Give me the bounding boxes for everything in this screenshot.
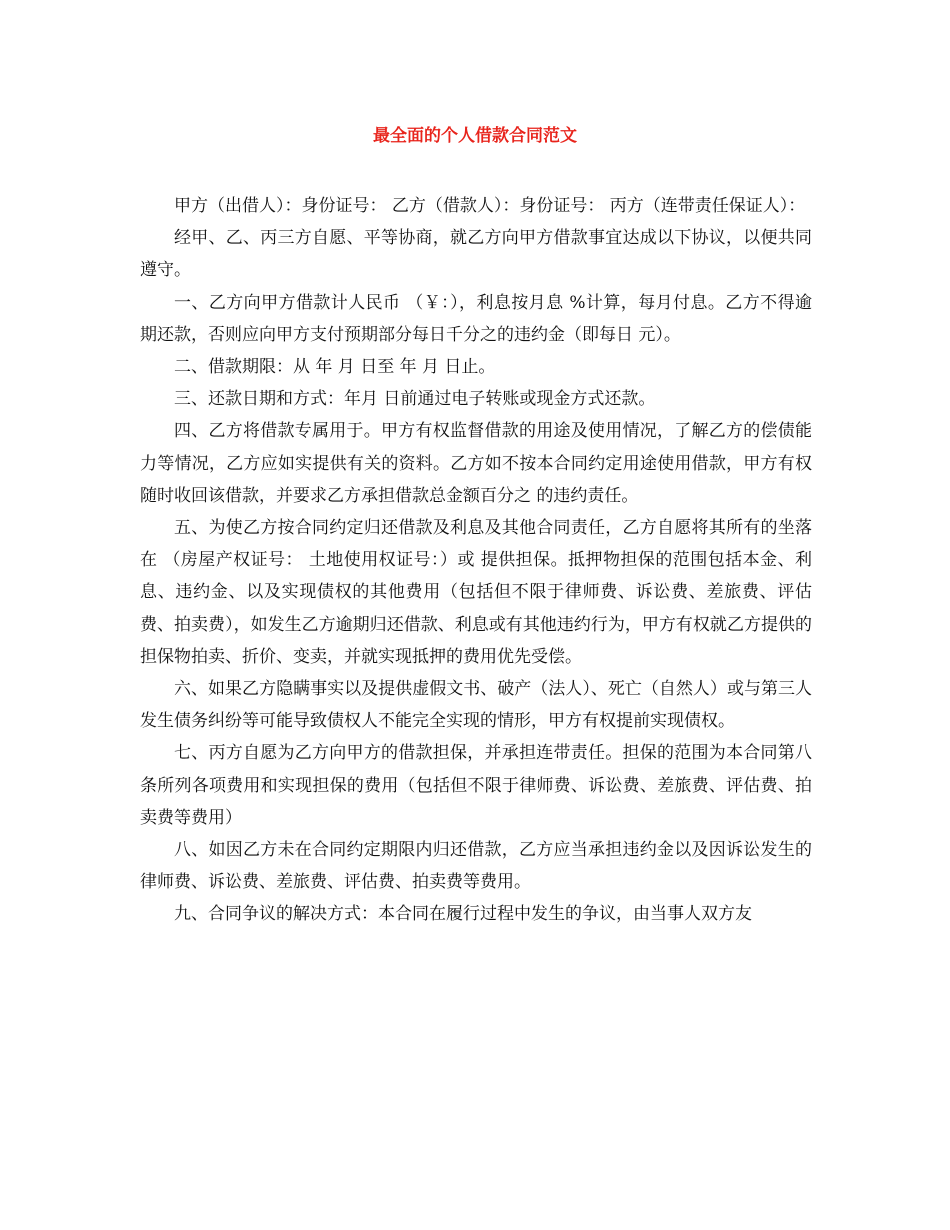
paragraph-parties: 甲方（出借人）：身份证号： 乙方（借款人）：身份证号： 丙方（连带责任保证人）： [174, 196, 806, 216]
paragraph-clause-1: 一、乙方向甲方借款计人民币 （￥：），利息按月息 %计算，每月付息。乙方不得逾期还款，否则应向甲方支付预期部分每日千分之的违约金（即每日 元）。 [140, 292, 812, 345]
document-body [140, 190, 812, 931]
paragraph-clause-2: 二、借款期限：从 年 月 日至 年 月 日止。 [174, 357, 496, 378]
paragraph-clause-9: 九、合同争议的解决方式：本合同在履行过程中发生的争议，由当事人双方友 [174, 904, 752, 925]
paragraph-clause-3: 三、还款日期和方式：年月 日前通过电子转账或现金方式还款。 [174, 389, 656, 410]
paragraph-clause-4: 四、乙方将借款专属用于。甲方有权监督借款的用途及使用情况，了解乙方的偿债能力等情况，乙方应如实提供有关的资料。乙方如不按本合同约定用途使用借款，甲方有权随时收回该借款，并要求乙方承担借款总金额百分之 的违约责任。 [140, 421, 812, 506]
paragraph-clause-6: 六、如果乙方隐瞒事实以及提供虚假文书、破产（法人）、死亡（自然人）或与第三人发生债务纠纷等可能导致债权人不能完全实现的情形，甲方有权提前实现债权。 [140, 679, 812, 732]
paragraph-clause-8: 八、如因乙方未在合同约定期限内归还借款，乙方应当承担违约金以及因诉讼发生的律师费、诉讼费、差旅费、评估费、拍卖费等费用。 [140, 840, 812, 893]
paragraph-clause-5: 五、为使乙方按合同约定归还借款及利息及其他合同责任，乙方自愿将其所有的坐落在 （房屋产权证号： 土地使用权证号：）或 提供担保。抵押物担保的范围包括本金、利息、违约金、以及实现债权的其他费用（包括但不限于律师费、诉讼费、差旅费、评估费、拍卖费），如发生乙方逾期归还借款、利息或有其他违约行为，甲方有权就乙方提供的担保物拍卖、折价、变卖，并就实现抵押的费用优先受偿。 [140, 518, 812, 667]
document-title: 最全面的个人借款合同范文 [373, 126, 577, 146]
paragraph-preamble: 经甲、乙、丙三方自愿、平等协商，就乙方向甲方借款事宜达成以下协议，以便共同遵守。 [140, 228, 812, 281]
paragraph-clause-7: 七、丙方自愿为乙方向甲方的借款担保，并承担连带责任。担保的范围为本合同第八条所列各项费用和实现担保的费用（包括但不限于律师费、诉讼费、差旅费、评估费、拍卖费等费用） [140, 743, 812, 828]
